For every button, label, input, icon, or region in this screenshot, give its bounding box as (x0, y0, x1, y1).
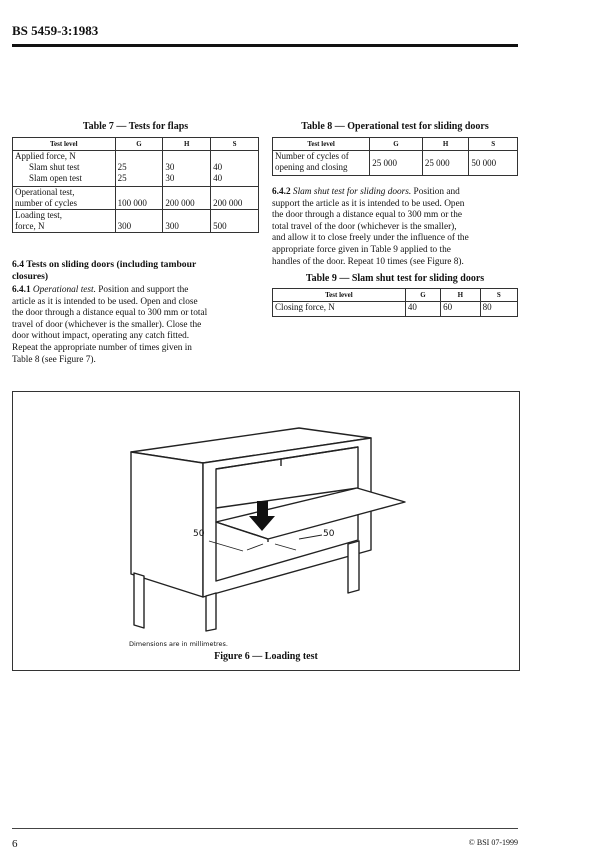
table9-col-header: S (480, 289, 517, 302)
cell-value: 40 (213, 173, 223, 183)
table9-cell: 40 (405, 302, 440, 317)
table8-cell: 25 000 (422, 151, 469, 176)
cell-value: 200 000 (165, 198, 195, 208)
row-label-line: opening and closing (275, 162, 348, 172)
slam-shut-label: Slam shut test (29, 162, 80, 172)
table7-row-label (13, 151, 116, 187)
heading-line: closures) (12, 270, 49, 282)
paragraph-line: travel of door (whichever is the smaller). Close the (12, 319, 202, 330)
table7-header-row (13, 138, 259, 151)
paragraph-line: appropriate force given in Table 9 applied to the (272, 244, 451, 255)
table9-col-header: Test level (273, 289, 406, 302)
operational-label: Operational test, (15, 187, 75, 197)
cell-value: 300 (117, 221, 132, 231)
table-row (273, 302, 518, 317)
paragraph-line: Repeat the appropriate number of times given in (12, 342, 192, 353)
table-row (13, 151, 259, 187)
table9-header-row (273, 289, 518, 302)
cell-value: 100 000 (117, 198, 147, 208)
cabinet-leg (134, 573, 144, 628)
section-6-4-1-paragraph (12, 285, 264, 366)
section-6-4-heading (12, 259, 262, 282)
paragraph-line: total travel of the door (whichever is the smaller), (272, 221, 457, 232)
table7-cell (211, 151, 259, 187)
table7-col-header: Test level (13, 138, 116, 151)
table8-header-row (273, 138, 518, 151)
subsection-number: 6.4.1 (12, 285, 33, 295)
paragraph-line: the door through a distance equal to 300 mm or the (272, 210, 463, 221)
table7-cell (163, 151, 211, 187)
table9-cell: 60 (441, 302, 480, 317)
cell-value: 500 (213, 221, 227, 231)
table7-cell (163, 210, 211, 233)
paragraph-line: door without impact, operating any catch fitted. (12, 331, 190, 342)
table8 (272, 137, 518, 176)
table7-title: Table 7 — Tests for flaps (82, 121, 189, 132)
document-header-title: BS 5459-3:1983 (12, 23, 99, 38)
table9 (272, 288, 518, 317)
table8-col-header: H (422, 138, 469, 151)
loading-label: force, N (15, 221, 45, 231)
cell-value: 300 (165, 221, 179, 231)
figure-6-frame (12, 391, 520, 671)
footer-rule (12, 828, 518, 829)
paragraph-line: and allow it to close freely under the influence of the (272, 233, 469, 244)
table7-col-header: G (115, 138, 163, 151)
table7-col-header: S (211, 138, 259, 151)
table7-cell (163, 187, 211, 210)
paragraph-line: article as it is intended to be used. Open and close (12, 296, 198, 307)
cabinet-leg (206, 593, 216, 631)
row-label-line: Number of cycles of (275, 151, 349, 161)
table7-row-label (13, 187, 116, 210)
cell-value: 200 000 (213, 198, 243, 208)
page-number: 6 (12, 838, 18, 850)
subsection-title: Slam shut test for sliding doors. (292, 187, 412, 197)
figure-6-caption: Figure 6 — Loading test (214, 651, 318, 662)
table7 (12, 137, 259, 233)
table9-col-header: G (405, 289, 440, 302)
table8-title: Table 8 — Operational test for sliding doors (301, 121, 489, 132)
table7-cell (115, 187, 163, 210)
dimension-right: 50 (323, 529, 335, 539)
operational-label: number of cycles (15, 198, 77, 208)
cell-value: 30 (165, 173, 175, 183)
paragraph-line: handles of the door. Repeat 10 times (see Figure 8). (272, 256, 464, 267)
paragraph-line: the door through a distance equal to 300 mm or total (12, 308, 208, 319)
applied-force-label: Applied force, N (15, 151, 76, 161)
paragraph-line: Position and (413, 187, 460, 197)
dimension-left: 50 (193, 529, 205, 539)
loading-label: Loading test, (15, 210, 62, 220)
cell-value: 40 (213, 162, 223, 172)
cell-value: 30 (165, 162, 175, 172)
slam-open-label: Slam open test (29, 173, 82, 183)
table8-row-label (273, 151, 370, 176)
table9-title: Table 9 — Slam shut test for sliding doors (305, 273, 485, 284)
table8-col-header: S (469, 138, 518, 151)
table9-cell: 80 (480, 302, 517, 317)
heading-line: 6.4 Tests on sliding doors (including tambour (12, 259, 197, 270)
cabinet-leg (348, 541, 359, 593)
table7-row-label (13, 210, 116, 233)
table9-row-label: Closing force, N (273, 302, 406, 317)
table-row (13, 210, 259, 233)
dimensions-note: Dimensions are in millimetres. (129, 640, 228, 648)
cell-value: 25 (117, 173, 127, 183)
paragraph-line: support the article as it is intended to be used. Open (272, 198, 465, 209)
table8-col-header: Test level (273, 138, 370, 151)
cabinet-illustration (13, 392, 519, 670)
table7-cell (211, 210, 259, 233)
table-row (13, 187, 259, 210)
table9-col-header: H (441, 289, 480, 302)
table7-cell (211, 187, 259, 210)
subsection-number: 6.4.2 (272, 187, 293, 197)
table8-col-header: G (370, 138, 423, 151)
table7-cell (115, 151, 163, 187)
table7-col-header: H (163, 138, 211, 151)
paragraph-line: Table 8 (see Figure 7). (12, 354, 96, 365)
table-row (273, 151, 518, 176)
section-6-4-2-paragraph (272, 187, 520, 268)
paragraph-line: Position and support the (98, 285, 189, 295)
table7-cell (115, 210, 163, 233)
cell-value: 25 (117, 162, 127, 172)
table8-cell: 25 000 (370, 151, 423, 176)
subsection-title: Operational test. (32, 285, 96, 295)
table8-cell: 50 000 (469, 151, 518, 176)
header-rule (12, 44, 518, 47)
copyright-notice: © BSI 07-1999 (468, 838, 518, 847)
